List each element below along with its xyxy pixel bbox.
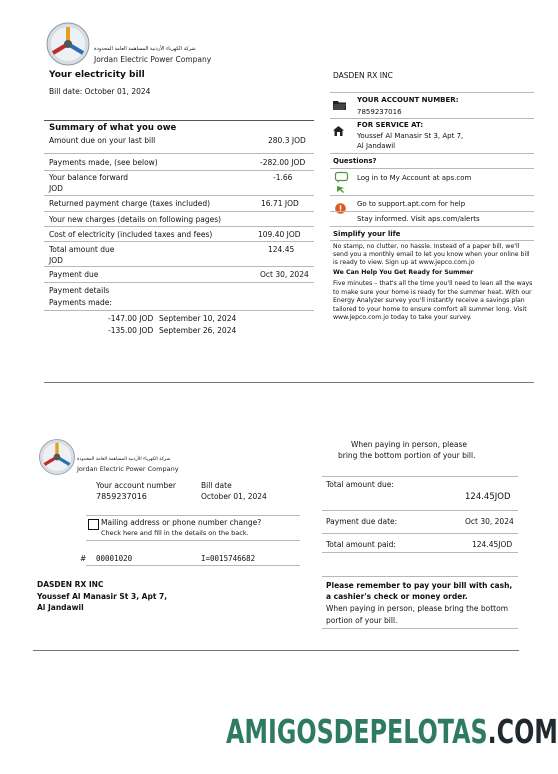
- folder-icon: [333, 95, 346, 114]
- mailing-change-checkbox[interactable]: [88, 519, 99, 530]
- question-item-alerts[interactable]: Stay informed. Visit aps.com/alerts: [357, 215, 480, 223]
- account-number-label: YOUR ACCOUNT NUMBER:: [357, 96, 459, 104]
- summary-value: 124.45: [268, 245, 295, 254]
- mailing-change-label: Mailing address or phone number change?: [101, 518, 262, 527]
- summary-heading: Summary of what you owe: [49, 123, 177, 133]
- payment-reminder: When paying in person, please bring the bottom portion of your bill.: [326, 604, 508, 625]
- watermark: [226, 712, 558, 751]
- simplify-heading: Simplify your life: [333, 230, 401, 238]
- summary-label: Cost of electricity (included taxes and fees): [49, 230, 213, 239]
- summary-label: Your balance forward: [49, 173, 129, 182]
- service-address-line1: Youssef Al Manasir St 3, Apt 7,: [357, 132, 464, 140]
- payment-date: September 26, 2024: [159, 326, 237, 335]
- summary-value: Oct 30, 2024: [260, 270, 309, 279]
- account-number: 7859237016: [357, 108, 402, 116]
- customer-name: DASDEN RX INC: [333, 71, 393, 80]
- company-name-arabic: شركة الكهرباء الأردنية المساهمة العامة المحدودة: [77, 457, 171, 462]
- stub-code-1: 00001020: [96, 554, 133, 563]
- bill-title: Your electricity bill: [49, 70, 145, 80]
- summary-value: 109.40 JOD: [258, 230, 301, 239]
- logo-emblem: [44, 22, 92, 66]
- stub-paid-value[interactable]: 124.45JOD: [472, 540, 513, 549]
- stub-account-number: 7859237016: [96, 492, 147, 501]
- question-item-support[interactable]: Go to support.apt.com for help: [357, 200, 466, 208]
- watermark-name: AMIGOSDEPELOTAS: [226, 712, 488, 751]
- payment-date: September 10, 2024: [159, 314, 237, 323]
- summer-subheading: We Can Help You Get Ready for Summer: [333, 269, 474, 276]
- summary-label: Total amount due: [49, 245, 115, 254]
- home-icon: [333, 121, 344, 140]
- summary-unit: JOD: [49, 256, 63, 265]
- simplify-paragraph: No stamp, no clutter, no hassle. Instead of a paper bill, we'll send you a monthly email to let you know when your online bill is ready to view. Sign up at www.jepco.com.jo: [333, 243, 530, 267]
- watermark-domain: .COM: [487, 712, 558, 751]
- summary-label: Your new charges (details on following pages): [49, 215, 222, 224]
- payment-reminder-bold: Please remember to pay your bill with cash, a cashier's check or money order.: [326, 581, 513, 601]
- bill-date: Bill date: October 01, 2024: [49, 87, 151, 96]
- summary-label: Payment due: [49, 270, 99, 279]
- stub-due-date-value: Oct 30, 2024: [465, 517, 514, 526]
- question-item-login[interactable]: Log in to My Account at aps.com: [357, 174, 472, 182]
- summary-unit: JOD: [49, 184, 63, 193]
- stub-bill-date: October 01, 2024: [201, 492, 267, 501]
- payments-made-label: Payments made:: [49, 298, 112, 307]
- footer-divider: [33, 650, 519, 651]
- payment-details-label: Payment details: [49, 286, 110, 295]
- summary-value: -1.66: [273, 173, 293, 182]
- stub-total-due-value: 124.45JOD: [465, 492, 511, 502]
- stub-total-due-label: Total amount due:: [326, 480, 394, 489]
- stub-code-2: I=0015746682: [201, 554, 256, 563]
- company-name: Jordan Electric Power Company: [77, 465, 179, 473]
- summary-label: Payments made, (see below): [49, 158, 158, 167]
- stub-paid-label: Total amount paid:: [326, 540, 396, 549]
- stub-bill-date-label: Bill date: [201, 481, 232, 490]
- summer-paragraph: Five minutes – that's all the time you'll need to lean all the ways to make sure your home is ready for the summer heat. With our Energy Analyzer survey you'll instantly receive a savings plan tailored to your home to ensure comfort all summer long. Visit www.jepco.com.jo today to take your survey.: [333, 280, 533, 322]
- questions-heading: Questions?: [333, 157, 377, 165]
- mailing-change-hint: Check here and fill in the details on the back.: [101, 529, 249, 537]
- stub-address-line2: Al Jandawil: [37, 603, 84, 612]
- pay-in-person-line1: When paying in person, please: [351, 440, 467, 449]
- stub-account-label: Your account number: [96, 481, 176, 490]
- summary-label: Amount due on your last bill: [49, 136, 156, 145]
- stub-hash: #: [80, 554, 87, 563]
- summary-label: Returned payment charge (taxes included): [49, 199, 211, 208]
- summary-value: 16.71 JOD: [261, 199, 299, 208]
- stub-customer-name: DASDEN RX INC: [37, 580, 104, 589]
- payment-amount: -135.00 JOD: [108, 326, 154, 335]
- company-logo: [44, 22, 212, 66]
- service-label: FOR SERVICE AT:: [357, 121, 424, 129]
- company-name-arabic: شركة الكهرباء الأردنية المساهمة العامة المحدودة: [94, 46, 196, 52]
- summary-value: 280.3 JOD: [268, 136, 306, 145]
- logo-emblem: [37, 438, 77, 476]
- section-divider: [44, 382, 534, 383]
- summary-value: -282.00 JOD: [260, 158, 306, 167]
- stub-due-date-label: Payment due date:: [326, 517, 398, 526]
- pay-in-person-line2: bring the bottom portion of your bill.: [338, 451, 476, 460]
- payment-amount: -147.00 JOD: [108, 314, 154, 323]
- stub-company-logo: [37, 438, 187, 476]
- service-address-line2: Al Jandawil: [357, 142, 396, 150]
- alert-icon: [335, 199, 346, 218]
- company-name: Jordan Electric Power Company: [94, 55, 212, 64]
- stub-address-line1: Youssef Al Manasir St 3, Apt 7,: [37, 592, 168, 601]
